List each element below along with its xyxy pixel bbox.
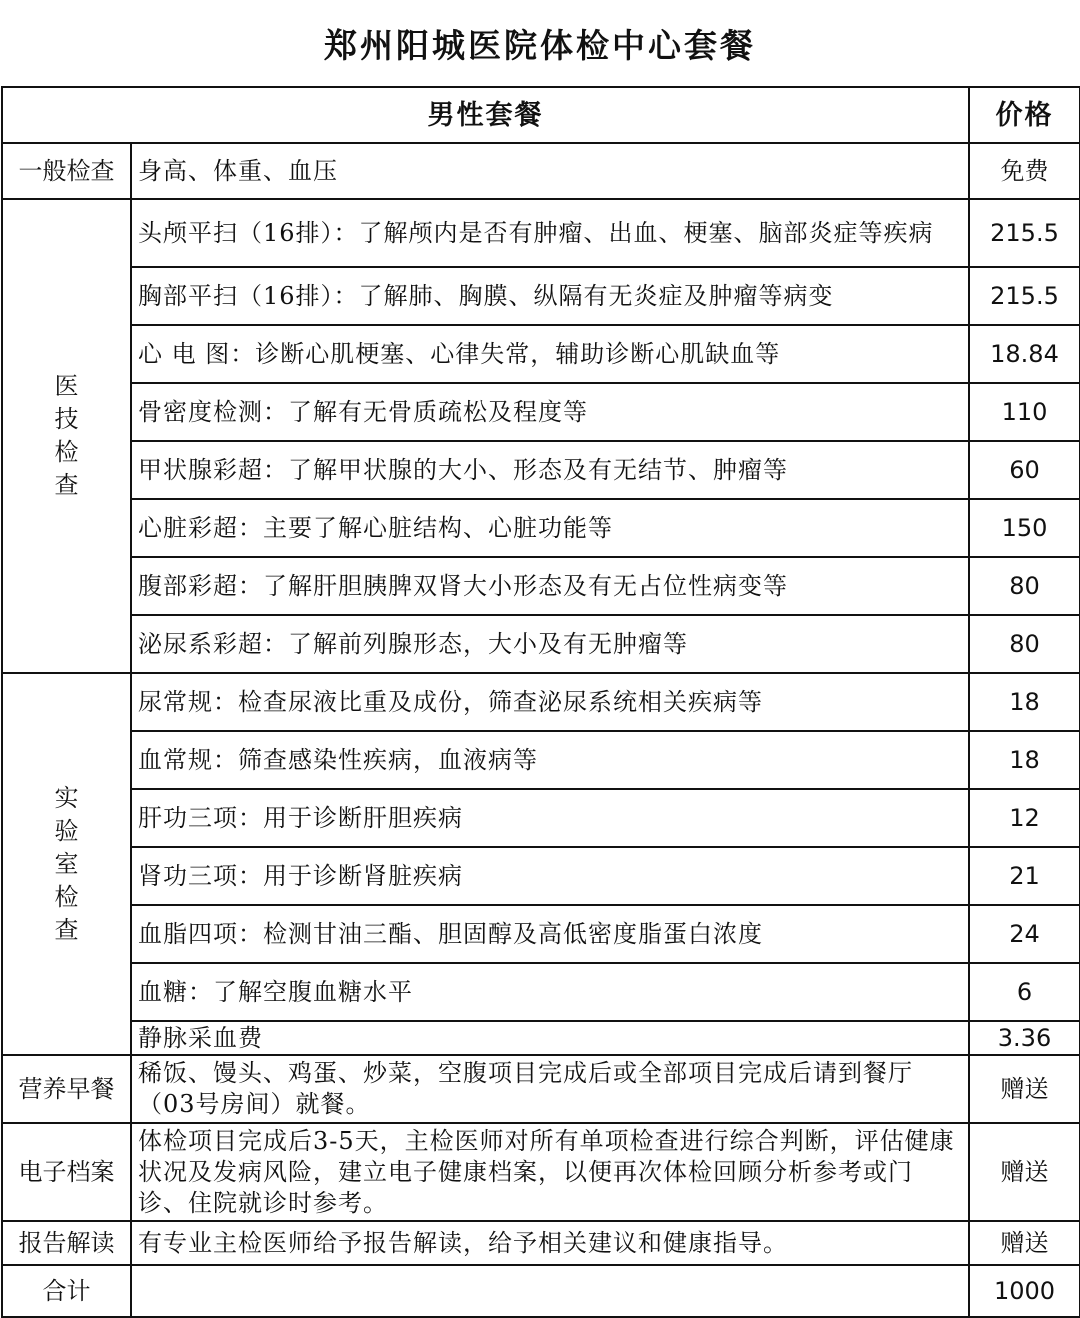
item-price: 赠送 xyxy=(969,1221,1080,1265)
item-price: 215.5 xyxy=(969,199,1080,267)
total-price: 1000 xyxy=(969,1265,1080,1317)
item-price: 12 xyxy=(969,789,1080,847)
table-row xyxy=(2,325,1080,383)
category-char: 验 xyxy=(54,816,79,845)
table-row xyxy=(2,673,1080,731)
table-row xyxy=(2,441,1080,499)
item-description: 血脂四项：检测甘油三酯、胆固醇及高低密度脂蛋白浓度 xyxy=(131,905,969,963)
item-price: 6 xyxy=(969,963,1080,1021)
item-description: 静脉采血费 xyxy=(131,1021,969,1055)
category-char: 检 xyxy=(54,438,79,466)
category-char: 医 xyxy=(54,372,79,400)
item-description: 头颅平扫（16排）：了解颅内是否有肿瘤、出血、梗塞、脑部炎症等疾病 xyxy=(131,199,969,267)
table-row xyxy=(2,731,1080,789)
item-price: 150 xyxy=(969,499,1080,557)
item-price: 110 xyxy=(969,383,1080,441)
item-description: 骨密度检测：了解有无骨质疏松及程度等 xyxy=(131,383,969,441)
table-row xyxy=(2,1123,1080,1221)
category-char: 查 xyxy=(54,915,79,944)
item-price: 赠送 xyxy=(969,1123,1080,1221)
item-price: 赠送 xyxy=(969,1055,1080,1123)
table-row xyxy=(2,1055,1080,1123)
item-description: 心脏彩超：主要了解心脏结构、心脏功能等 xyxy=(131,499,969,557)
item-price: 18 xyxy=(969,731,1080,789)
item-price: 215.5 xyxy=(969,267,1080,325)
category-char: 室 xyxy=(54,849,79,878)
item-price: 3.36 xyxy=(969,1021,1080,1055)
page-title: 郑州阳城医院体检中心套餐 xyxy=(324,25,756,65)
category-lab xyxy=(2,673,131,1055)
item-price: 21 xyxy=(969,847,1080,905)
table-row xyxy=(2,963,1080,1021)
table-row xyxy=(2,1221,1080,1265)
item-description: 稀饭、馒头、鸡蛋、炒菜，空腹项目完成后或全部项目完成后请到餐厅（03号房间）就餐。 xyxy=(131,1055,969,1123)
category-char: 实 xyxy=(54,783,79,812)
item-description: 尿常规：检查尿液比重及成份，筛查泌尿系统相关疾病等 xyxy=(131,673,969,731)
table-row xyxy=(2,615,1080,673)
item-price: 80 xyxy=(969,615,1080,673)
table-row xyxy=(2,499,1080,557)
price-header: 价格 xyxy=(969,87,1080,143)
item-description: 泌尿系彩超：了解前列腺形态，大小及有无肿瘤等 xyxy=(131,615,969,673)
table-row xyxy=(2,143,1080,199)
table-row xyxy=(2,905,1080,963)
item-description: 甲状腺彩超：了解甲状腺的大小、形态及有无结节、肿瘤等 xyxy=(131,441,969,499)
item-description: 体检项目完成后3-5天，主检医师对所有单项检查进行综合判断，评估健康状况及发病风险，建立电子健康档案，以便再次体检回顾分析参考或门诊、住院就诊时参考。 xyxy=(131,1123,969,1221)
category-medtech xyxy=(2,199,131,673)
item-description: 肾功三项：用于诊断肾脏疾病 xyxy=(131,847,969,905)
category-archive: 电子档案 xyxy=(2,1123,131,1221)
total-description xyxy=(131,1265,969,1317)
item-price: 80 xyxy=(969,557,1080,615)
table-row xyxy=(2,557,1080,615)
table-row xyxy=(2,267,1080,325)
item-price: 60 xyxy=(969,441,1080,499)
item-description: 血糖：了解空腹血糖水平 xyxy=(131,963,969,1021)
item-description: 腹部彩超：了解肝胆胰脾双肾大小形态及有无占位性病变等 xyxy=(131,557,969,615)
table-row xyxy=(2,789,1080,847)
total-row xyxy=(2,1265,1080,1317)
category-char: 技 xyxy=(54,405,79,433)
item-price: 18.84 xyxy=(969,325,1080,383)
category-general: 一般检查 xyxy=(2,143,131,199)
item-price: 18 xyxy=(969,673,1080,731)
table-row xyxy=(2,199,1080,267)
package-header: 男性套餐 xyxy=(2,87,969,143)
category-char: 检 xyxy=(54,882,79,911)
table-row xyxy=(2,1021,1080,1055)
item-description: 心 电 图：诊断心肌梗塞、心律失常，辅助诊断心肌缺血等 xyxy=(131,325,969,383)
item-price: 24 xyxy=(969,905,1080,963)
category-char: 查 xyxy=(54,471,79,499)
item-price: 免费 xyxy=(969,143,1080,199)
total-label: 合计 xyxy=(2,1265,131,1317)
table-row xyxy=(2,383,1080,441)
item-description: 身高、体重、血压 xyxy=(131,143,969,199)
table-row xyxy=(2,847,1080,905)
package-table xyxy=(1,86,1080,1318)
category-report: 报告解读 xyxy=(2,1221,131,1265)
header-row xyxy=(2,87,1080,143)
item-description: 胸部平扫（16排）：了解肺、胸膜、纵隔有无炎症及肿瘤等病变 xyxy=(131,267,969,325)
category-breakfast: 营养早餐 xyxy=(2,1055,131,1123)
item-description: 肝功三项：用于诊断肝胆疾病 xyxy=(131,789,969,847)
item-description: 血常规：筛查感染性疾病，血液病等 xyxy=(131,731,969,789)
item-description: 有专业主检医师给予报告解读，给予相关建议和健康指导。 xyxy=(131,1221,969,1265)
